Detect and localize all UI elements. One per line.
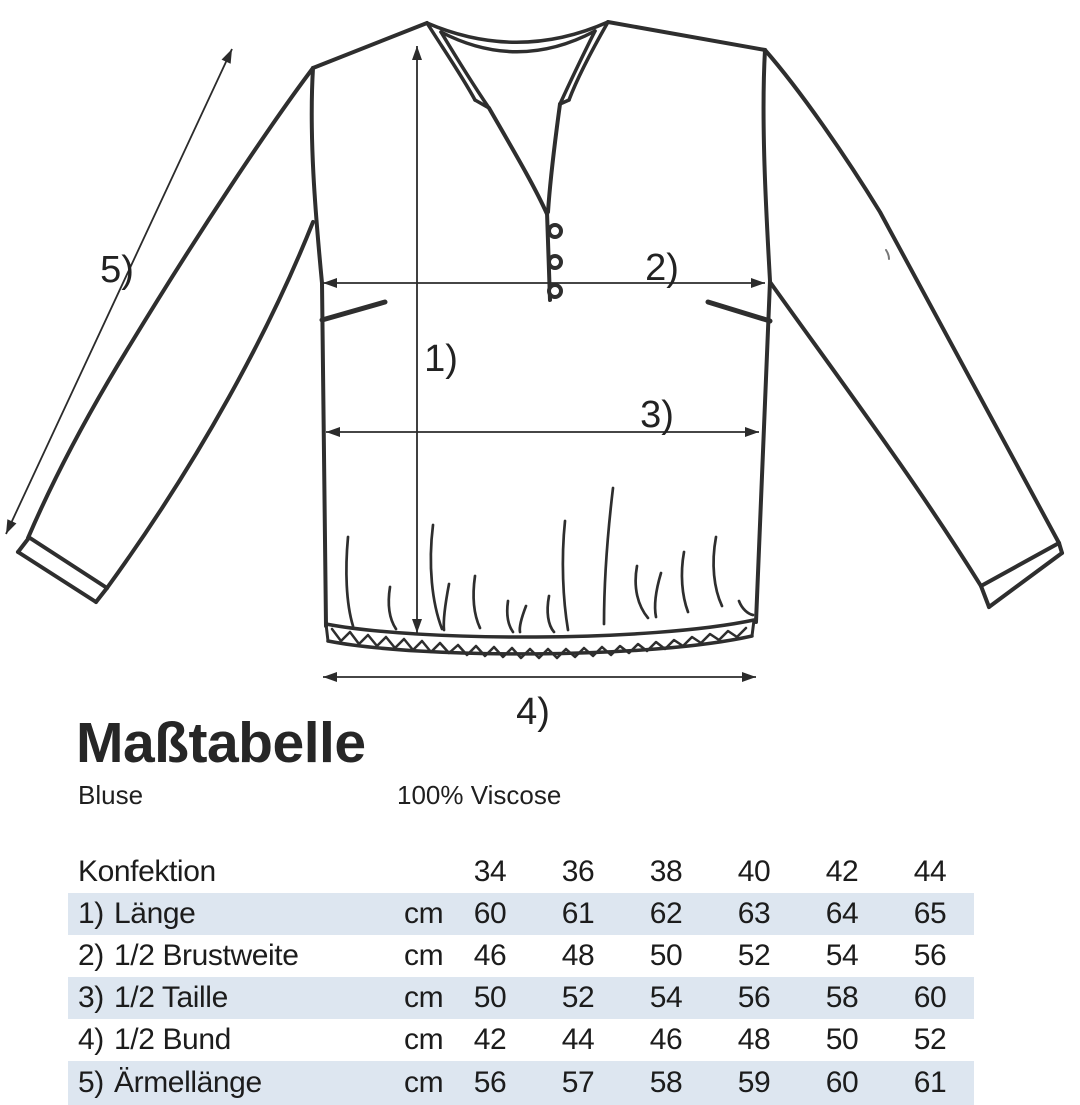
measure-value: 58 bbox=[649, 1066, 683, 1099]
right-cuff-cap-inner bbox=[981, 586, 989, 607]
measure-value: 58 bbox=[825, 981, 859, 1014]
left-cuff-cap-inner bbox=[96, 588, 107, 602]
measure-value: 52 bbox=[737, 939, 771, 972]
row-label: Ärmellänge bbox=[114, 1066, 262, 1099]
left-sleeve bbox=[18, 68, 313, 602]
right-sleeve-outer-edge bbox=[765, 50, 1059, 543]
wrinkle-line bbox=[507, 601, 513, 632]
row-number: 3) bbox=[78, 981, 104, 1014]
measure-value: 61 bbox=[913, 1066, 947, 1099]
hem-band-cap-left bbox=[326, 624, 328, 641]
measure-value: 62 bbox=[649, 897, 683, 930]
size-column-header: 34 bbox=[473, 855, 507, 888]
left-cuff-end bbox=[18, 552, 96, 602]
v-opening-right-edge bbox=[548, 104, 560, 212]
wrinkle-line bbox=[563, 521, 568, 630]
page-title: Maßtabelle bbox=[76, 711, 366, 775]
right-shoulder-line bbox=[608, 22, 765, 50]
wrinkle-line bbox=[389, 587, 396, 629]
wrinkle-line bbox=[431, 525, 442, 629]
measure-value: 56 bbox=[473, 1066, 507, 1099]
right-sleeve bbox=[765, 50, 1062, 607]
measure-value: 42 bbox=[473, 1023, 507, 1056]
wrinkle-line bbox=[636, 566, 648, 618]
measure-value: 52 bbox=[561, 981, 595, 1014]
wrinkle-line bbox=[346, 537, 353, 626]
hem-band-cap-right bbox=[752, 620, 754, 636]
measure-value: 57 bbox=[561, 1066, 595, 1099]
table-row-bund bbox=[68, 1019, 974, 1061]
left-sleeve-outer-edge bbox=[28, 68, 313, 538]
left-sleeve-inner-edge bbox=[107, 222, 313, 588]
measure-value: 56 bbox=[737, 981, 771, 1014]
row-unit: cm bbox=[404, 1066, 444, 1099]
table-header-row bbox=[68, 851, 974, 893]
column-header-label: Konfektion bbox=[78, 855, 216, 888]
row-label: Länge bbox=[114, 897, 196, 930]
measure-label-sleeve: 5) bbox=[100, 249, 134, 291]
size-column-header: 40 bbox=[737, 855, 771, 888]
neckband-inner-right bbox=[560, 31, 595, 104]
right-sleeve-inner-edge bbox=[770, 282, 981, 586]
measure-value: 60 bbox=[473, 897, 507, 930]
row-number: 2) bbox=[78, 939, 104, 972]
measure-value: 50 bbox=[825, 1023, 859, 1056]
measure-value: 44 bbox=[561, 1023, 595, 1056]
gather-wrinkles bbox=[346, 488, 753, 632]
measure-value: 56 bbox=[913, 939, 947, 972]
measurement-labels bbox=[100, 247, 679, 733]
neckband bbox=[427, 22, 608, 108]
blouse-outline bbox=[18, 22, 1062, 658]
product-name: Bluse bbox=[78, 780, 144, 810]
measure-value: 48 bbox=[561, 939, 595, 972]
measure-value: 64 bbox=[825, 897, 859, 930]
row-unit: cm bbox=[404, 981, 444, 1014]
front-placket bbox=[489, 104, 561, 300]
measure-value: 61 bbox=[561, 897, 595, 930]
left-shoulder-line bbox=[313, 23, 427, 68]
size-column-header: 42 bbox=[825, 855, 859, 888]
v-opening-left-edge bbox=[489, 108, 547, 214]
right-cuff-cap-outer bbox=[1059, 543, 1062, 553]
measure-value: 52 bbox=[913, 1023, 947, 1056]
measure-label-waist: 3) bbox=[640, 394, 674, 436]
measure-value: 48 bbox=[737, 1023, 771, 1056]
wrinkle-line bbox=[739, 601, 753, 615]
button bbox=[549, 256, 561, 268]
table-row-brustweite bbox=[68, 935, 974, 977]
measure-value: 54 bbox=[649, 981, 683, 1014]
wrinkle-line bbox=[548, 596, 554, 632]
table-row-laenge bbox=[68, 893, 974, 935]
left-armhole-side-seam bbox=[312, 68, 326, 626]
size-column-header: 36 bbox=[561, 855, 595, 888]
row-unit: cm bbox=[404, 939, 444, 972]
table-row-aermellaenge bbox=[68, 1061, 974, 1105]
row-number: 4) bbox=[78, 1023, 104, 1056]
hem-band-top-edge bbox=[326, 620, 754, 637]
row-label: 1/2 Bund bbox=[114, 1023, 231, 1056]
measure-value: 59 bbox=[737, 1066, 771, 1099]
wrinkle-line bbox=[520, 606, 526, 632]
pocket-slash-left bbox=[322, 302, 385, 320]
material-label: 100% Viscose bbox=[397, 780, 562, 810]
row-number: 1) bbox=[78, 897, 104, 930]
size-column-header: 44 bbox=[913, 855, 947, 888]
row-label: 1/2 Brustweite bbox=[114, 939, 299, 972]
measure-label-length: 1) bbox=[424, 338, 458, 380]
left-cuff-cap-outer bbox=[18, 539, 28, 552]
pocket-slash-right bbox=[708, 302, 770, 321]
size-column-header: 38 bbox=[649, 855, 683, 888]
measure-value: 63 bbox=[737, 897, 771, 930]
measure-value: 50 bbox=[649, 939, 683, 972]
button bbox=[549, 225, 561, 237]
row-number: 5) bbox=[78, 1066, 104, 1099]
row-unit: cm bbox=[404, 897, 444, 930]
arrow-5-sleeve bbox=[6, 49, 232, 534]
hem-band bbox=[326, 620, 754, 658]
measure-value: 50 bbox=[473, 981, 507, 1014]
wrinkle-line bbox=[604, 488, 613, 624]
blouse-body bbox=[312, 22, 770, 626]
measure-value: 46 bbox=[473, 939, 507, 972]
left-cuff-seam bbox=[30, 538, 107, 588]
measure-label-chest: 2) bbox=[645, 247, 679, 289]
row-label: 1/2 Taille bbox=[114, 981, 228, 1014]
wrinkle-line bbox=[714, 537, 722, 606]
measure-label-hem: 4) bbox=[516, 691, 550, 733]
measure-value: 65 bbox=[913, 897, 947, 930]
wrinkle-line bbox=[474, 576, 480, 628]
scan-speck bbox=[886, 250, 889, 259]
measure-value: 60 bbox=[825, 1066, 859, 1099]
measure-value: 60 bbox=[913, 981, 947, 1014]
neckband-outer-left bbox=[427, 23, 475, 100]
wrinkle-line bbox=[682, 552, 688, 612]
measure-value: 46 bbox=[649, 1023, 683, 1056]
button bbox=[549, 285, 561, 297]
wrinkle-line bbox=[655, 573, 661, 617]
right-armhole-side-seam bbox=[756, 50, 770, 622]
measure-value: 54 bbox=[825, 939, 859, 972]
wrinkle-line bbox=[444, 584, 449, 630]
table-row-taille bbox=[68, 977, 974, 1019]
row-unit: cm bbox=[404, 1023, 444, 1056]
